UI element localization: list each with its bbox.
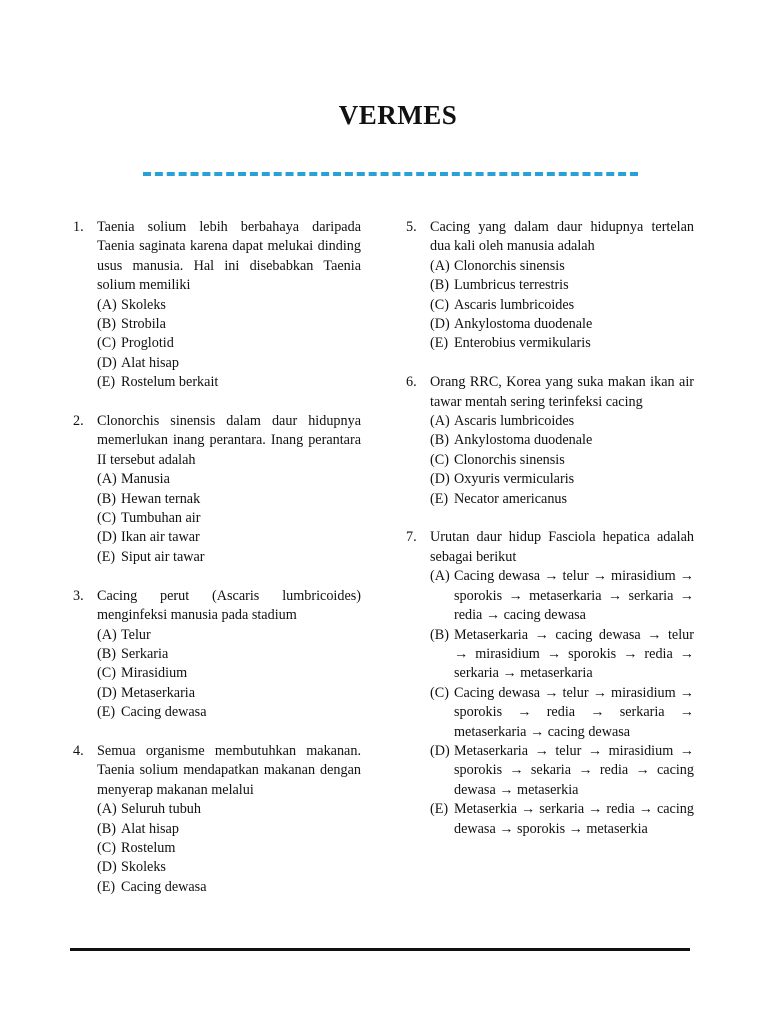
answer-option (97, 509, 361, 528)
option-label: (D) (430, 471, 450, 488)
option-text: Ascaris lumbricoides (454, 413, 575, 430)
question-number: 3. (73, 587, 84, 604)
option-list (97, 296, 361, 393)
option-text: Skoleks (121, 859, 166, 876)
answer-option (97, 528, 361, 547)
option-text: Proglotid (121, 335, 174, 352)
option-label: (A) (97, 626, 117, 643)
answer-option (430, 742, 694, 800)
answer-option (97, 296, 361, 315)
option-text: Ankylostoma duodenale (454, 316, 593, 333)
question-item (73, 218, 361, 393)
answer-option (430, 567, 694, 625)
answer-option (97, 626, 361, 645)
option-label: (B) (97, 490, 116, 507)
option-label: (E) (97, 548, 116, 565)
option-label: (C) (430, 684, 449, 701)
option-label: (C) (97, 510, 116, 527)
answer-option (97, 334, 361, 353)
option-list (430, 412, 694, 509)
option-text: Alat hisap (121, 354, 179, 371)
option-text: Hewan ternak (121, 490, 201, 507)
option-text: Necator americanus (454, 490, 568, 507)
question-text: Semua organisme membutuhkan makanan. Taenia solium mendapatkan makanan dengan menyerap makanan melalui (97, 742, 361, 798)
option-text: Clonorchis sinensis (454, 451, 565, 468)
option-label: (C) (97, 839, 116, 856)
option-label: (E) (430, 490, 449, 507)
question-item (406, 218, 694, 354)
option-label: (A) (97, 296, 117, 313)
option-list (430, 567, 694, 839)
question-text: Cacing perut (Ascaris lumbricoides) menginfeksi manusia pada stadium (97, 587, 361, 624)
option-text: Enterobius vermikularis (454, 335, 591, 352)
option-label: (E) (97, 878, 116, 895)
option-text: Oxyuris vermicularis (454, 471, 575, 488)
option-text: Lumbricus terrestris (454, 277, 569, 294)
left-column (73, 218, 361, 917)
option-text: Strobila (121, 316, 166, 333)
option-text: Clonorchis sinensis (454, 257, 565, 274)
option-list (97, 470, 361, 567)
question-header (73, 412, 361, 470)
title-divider (143, 172, 638, 176)
answer-option (97, 315, 361, 334)
option-text: Metaserkia → serkaria → redia → cacing dewasa → sporokis → metaserkia (454, 801, 694, 837)
option-text: Metaserkaria (121, 684, 196, 701)
option-list (97, 800, 361, 897)
option-text: Ikan air tawar (121, 529, 200, 546)
question-number: 2. (73, 413, 84, 430)
question-item (406, 373, 694, 509)
answer-option (97, 839, 361, 858)
option-label: (B) (97, 316, 116, 333)
answer-option (430, 334, 694, 353)
option-label: (B) (430, 277, 449, 294)
question-number: 1. (73, 219, 84, 235)
option-label: (B) (97, 645, 116, 662)
option-label: (B) (430, 626, 449, 643)
option-text: Cacing dewasa → telur → mirasidium → sporokis → metaserkaria → serkaria → redia → cacing dewasa (454, 568, 694, 624)
option-label: (D) (97, 859, 117, 876)
option-list (97, 626, 361, 723)
option-text: Ascaris lumbricoides (454, 296, 575, 313)
option-text: Ankylostoma duodenale (454, 432, 593, 449)
answer-option (97, 878, 361, 897)
option-label: (B) (97, 820, 116, 837)
question-text: Orang RRC, Korea yang suka makan ikan air tawar mentah sering terinfeksi cacing (430, 374, 694, 410)
option-label: (D) (97, 354, 117, 371)
answer-option (430, 296, 694, 315)
footer-rule (70, 948, 690, 951)
option-label: (C) (430, 451, 449, 468)
question-item (73, 412, 361, 567)
answer-option (430, 276, 694, 295)
option-text: Telur (121, 626, 151, 643)
answer-option (97, 684, 361, 703)
answer-option (430, 451, 694, 470)
answer-option (97, 490, 361, 509)
option-text: Serkaria (121, 645, 169, 662)
option-label: (E) (97, 374, 116, 391)
answer-option (430, 412, 694, 431)
question-text: Taenia solium lebih berbahaya daripada Taenia saginata karena dapat melukai dinding usus manusia. Hal ini disebabkan Taenia solium memiliki (97, 219, 361, 294)
answer-option (97, 703, 361, 722)
answer-option (430, 431, 694, 450)
option-label: (D) (430, 316, 450, 333)
page-title: VERMES (338, 100, 458, 130)
question-number: 4. (73, 742, 84, 759)
option-label: (D) (97, 684, 117, 701)
answer-option (97, 373, 361, 392)
answer-option (97, 800, 361, 819)
question-header (406, 218, 694, 257)
question-header (73, 587, 361, 626)
answer-option (430, 257, 694, 276)
option-text: Cacing dewasa → telur → mirasidium → sporokis → redia → serkaria → metaserkaria → cacing dewasa (454, 684, 694, 740)
answer-option (430, 626, 694, 684)
question-number: 5. (406, 219, 417, 235)
answer-option (430, 490, 694, 509)
option-label: (E) (430, 801, 449, 818)
option-text: Seluruh tubuh (121, 801, 201, 818)
right-column (406, 218, 694, 858)
answer-option (430, 315, 694, 334)
option-text: Alat hisap (121, 820, 179, 837)
option-label: (A) (430, 568, 450, 585)
answer-option (97, 820, 361, 839)
question-header (406, 528, 694, 567)
option-label: (C) (97, 665, 116, 682)
option-text: Cacing dewasa (121, 704, 207, 721)
option-text: Mirasidium (121, 665, 188, 682)
question-item (406, 528, 694, 839)
question-item (73, 742, 361, 897)
option-text: Metaserkaria → telur → mirasidium → sporokis → sekaria → redia → cacing dewasa → metaserkia (454, 742, 694, 798)
option-text: Rostelum berkait (121, 374, 219, 391)
answer-option (430, 684, 694, 742)
answer-option (97, 858, 361, 877)
answer-option (97, 548, 361, 567)
question-text: Cacing yang dalam daur hidupnya tertelan dua kali oleh manusia adalah (430, 219, 694, 255)
option-label: (B) (430, 432, 449, 449)
question-header (73, 742, 361, 800)
option-text: Cacing dewasa (121, 878, 207, 895)
question-text: Urutan daur hidup Fasciola hepatica adalah sebagai berikut (430, 529, 694, 565)
option-text: Metaserkaria → cacing dewasa → telur → mirasidium → sporokis → redia → serkaria → metaserkaria (454, 626, 694, 682)
option-list (430, 257, 694, 354)
option-label: (C) (97, 335, 116, 352)
answer-option (97, 664, 361, 683)
question-item (73, 587, 361, 723)
option-text: Tumbuhan air (121, 510, 201, 527)
option-label: (A) (97, 471, 117, 488)
answer-option (97, 645, 361, 664)
question-number: 7. (406, 529, 417, 546)
option-label: (A) (430, 257, 450, 274)
answer-option (97, 470, 361, 489)
question-header (406, 373, 694, 412)
option-label: (C) (430, 296, 449, 313)
option-text: Skoleks (121, 296, 166, 313)
answer-option (97, 354, 361, 373)
option-label: (D) (430, 742, 450, 759)
option-text: Manusia (121, 471, 170, 488)
option-label: (E) (430, 335, 449, 352)
question-text: Clonorchis sinensis dalam daur hidupnya memerlukan inang perantara. Inang perantara II tersebut adalah (97, 413, 361, 468)
option-label: (E) (97, 704, 116, 721)
answer-option (430, 470, 694, 489)
option-text: Rostelum (121, 839, 176, 856)
option-label: (A) (430, 413, 450, 430)
option-label: (A) (97, 801, 117, 818)
question-header (73, 218, 361, 296)
option-label: (D) (97, 529, 117, 546)
answer-option (430, 800, 694, 839)
question-number: 6. (406, 374, 417, 391)
option-text: Siput air tawar (121, 548, 205, 565)
